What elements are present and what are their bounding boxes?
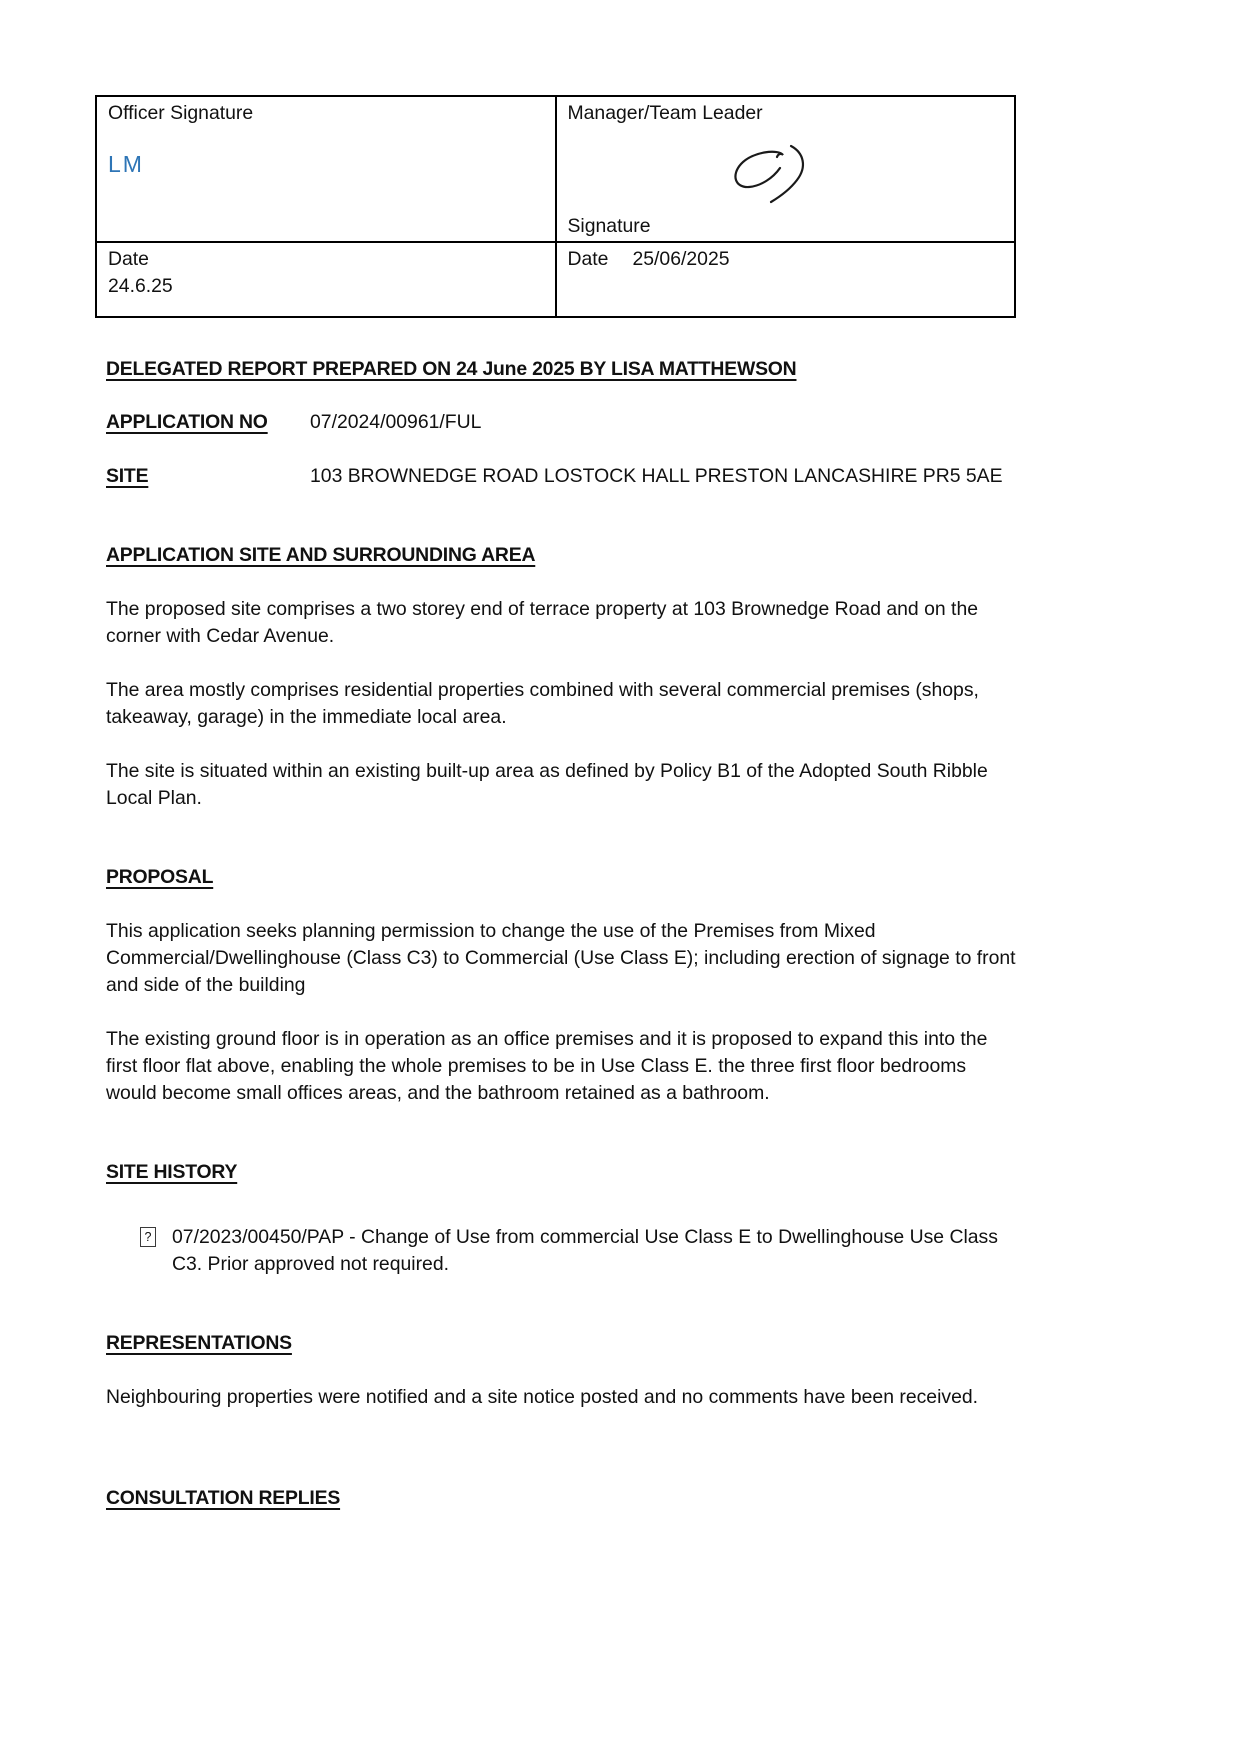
officer-date-cell	[96, 242, 556, 317]
missing-glyph-bullet-icon: ?	[140, 1227, 156, 1247]
officer-date-label: Date	[108, 248, 149, 270]
section-heading-site-history: SITE HISTORY	[106, 1161, 238, 1183]
report-body	[106, 356, 1022, 1512]
officer-signature-cell	[96, 96, 556, 242]
manager-signature-scribble-icon	[695, 143, 807, 205]
application-no-value: 07/2024/00961/FUL	[310, 411, 482, 433]
manager-date-cell	[556, 242, 1016, 317]
application-no-label: APPLICATION NO	[106, 411, 268, 433]
paragraph: The site is situated within an existing built-up area as defined by Policy B1 of the Adopted South Ribble Local Plan.	[106, 760, 988, 809]
signature-label: Signature	[567, 215, 651, 237]
paragraph: The proposed site comprises a two storey end of terrace property at 103 Brownedge Road and on the corner with Cedar Avenue.	[106, 598, 979, 647]
section-heading-representations: REPRESENTATIONS	[106, 1332, 292, 1354]
site-history-bullet-item	[140, 1224, 1022, 1278]
paragraph: The existing ground floor is in operation as an office premises and it is proposed to expand this into the first floor flat above, enabling the whole premises to be in Use Class E. the three first floor bedrooms would become small offices areas, and the bathroom retained as a bathroom.	[106, 1028, 988, 1104]
manager-signature-cell	[556, 96, 1016, 242]
manager-date-label: Date	[567, 248, 609, 270]
manager-date-value: 25/06/2025	[632, 248, 730, 270]
site-row	[106, 463, 1022, 490]
application-no-row	[106, 409, 1022, 436]
paragraph: This application seeks planning permission to change the use of the Premises from Mixed Commercial/Dwellinghouse (Class C3) to Commercial (Use Class E); including erection of signage to front and side of the building	[106, 920, 1016, 996]
officer-initials: LM	[108, 151, 144, 177]
section-heading-consultation-replies: CONSULTATION REPLIES	[106, 1487, 341, 1509]
officer-signature-label: Officer Signature	[108, 102, 254, 124]
section-heading-proposal: PROPOSAL	[106, 866, 214, 888]
section-heading-site-area: APPLICATION SITE AND SURROUNDING AREA	[106, 544, 536, 566]
signoff-table	[95, 95, 1016, 318]
paragraph: The area mostly comprises residential properties combined with several commercial premises (shops, takeaway, garage) in the immediate local area.	[106, 679, 979, 728]
manager-team-leader-label: Manager/Team Leader	[567, 102, 763, 124]
site-label: SITE	[106, 465, 149, 487]
officer-date-value: 24.6.25	[108, 275, 173, 297]
site-value: 103 BROWNEDGE ROAD LOSTOCK HALL PRESTON LANCASHIRE PR5 5AE	[310, 465, 1003, 487]
site-history-bullet-text: 07/2023/00450/PAP - Change of Use from commercial Use Class E to Dwellinghouse Use Class C3. Prior approved not required.	[172, 1226, 998, 1275]
paragraph: Neighbouring properties were notified and a site notice posted and no comments have been received.	[106, 1386, 979, 1408]
report-title: DELEGATED REPORT PREPARED ON 24 June 2025 BY LISA MATTHEWSON	[106, 358, 797, 380]
